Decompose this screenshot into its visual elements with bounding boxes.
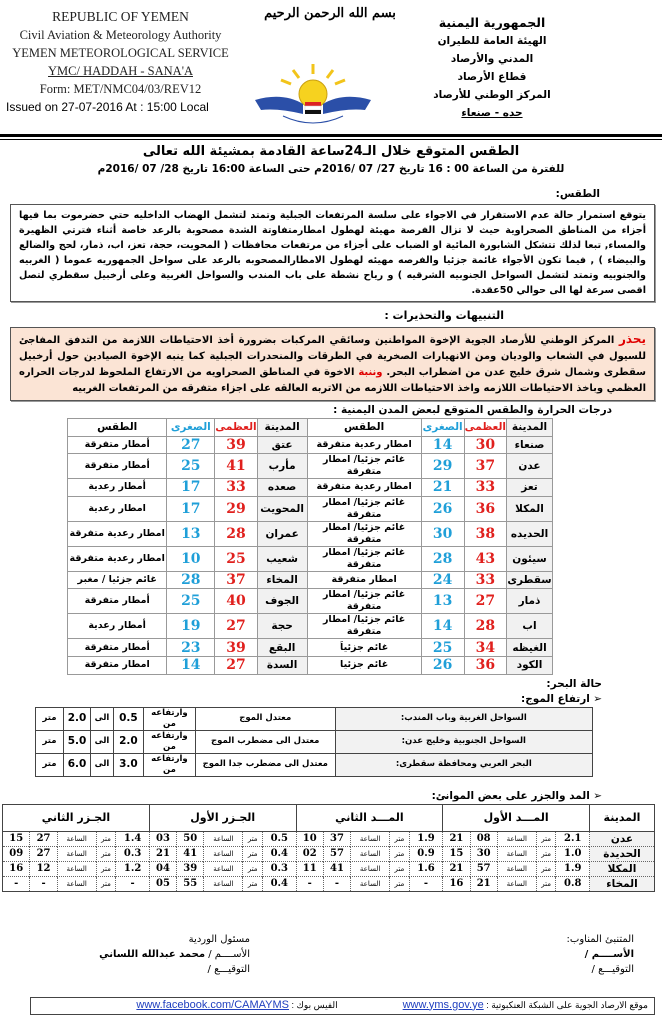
table-row bbox=[68, 589, 553, 614]
republic-ar: الجمهورية اليمنية bbox=[438, 15, 546, 30]
unit-label: متر bbox=[243, 846, 263, 861]
max-temp: 28 bbox=[215, 521, 257, 546]
tide-minute: 39 bbox=[177, 861, 204, 876]
max-temp: 41 bbox=[215, 454, 257, 479]
sea-label: حالة البحر: bbox=[546, 677, 602, 690]
weather-desc: أمطار رعدية bbox=[68, 479, 167, 497]
max-temp: 34 bbox=[464, 639, 506, 657]
tide-minute: 37 bbox=[323, 831, 350, 846]
weather-desc: غائم جزئيا/ امطار متفرقة bbox=[307, 454, 421, 479]
tide-hour: 11 bbox=[296, 861, 323, 876]
min-temp: 29 bbox=[421, 454, 464, 479]
hour-label: الساعة bbox=[351, 846, 390, 861]
min-temp: 26 bbox=[421, 496, 464, 521]
min-temp: 26 bbox=[421, 656, 464, 674]
weather-desc: امطار رعدية bbox=[68, 496, 167, 521]
wave-min: 3.0 bbox=[113, 753, 143, 776]
city-name: عمران bbox=[257, 521, 307, 546]
min-temp: 23 bbox=[167, 639, 215, 657]
hour-label: الساعة bbox=[57, 876, 96, 891]
forecaster-title: المتنبئ المناوب: bbox=[566, 933, 634, 945]
tide-hour: 09 bbox=[3, 846, 30, 861]
unit-label: متر bbox=[243, 831, 263, 846]
tide-height: 0.4 bbox=[263, 846, 297, 861]
tide-height: 0.9 bbox=[409, 846, 443, 861]
weather-desc: غائم جزئيا / مغبر bbox=[68, 571, 167, 589]
header-min: الصغرى bbox=[421, 419, 464, 437]
tide-minute: 27 bbox=[30, 846, 57, 861]
header-max: العظمى bbox=[215, 419, 257, 437]
table-row bbox=[36, 753, 593, 776]
header-english bbox=[8, 8, 233, 98]
city-name: شعيب bbox=[257, 546, 307, 571]
header-tide-group: الجـزر الثاني bbox=[3, 804, 150, 831]
facebook-label: الفيس بوك : bbox=[289, 999, 338, 1010]
wave-max: 5.0 bbox=[64, 730, 91, 753]
max-temp: 33 bbox=[215, 479, 257, 497]
waves-label-text: ارتفاع الموج: bbox=[521, 692, 590, 705]
unit-label: متر bbox=[243, 876, 263, 891]
forecaster-block bbox=[384, 932, 634, 977]
max-temp: 25 bbox=[215, 546, 257, 571]
wave-max: 6.0 bbox=[64, 753, 91, 776]
tide-minute: 21 bbox=[470, 876, 497, 891]
unit-label: متر bbox=[243, 861, 263, 876]
tide-height: 1.9 bbox=[556, 861, 590, 876]
tide-height: 0.5 bbox=[263, 831, 297, 846]
city-name: حجة bbox=[257, 614, 307, 639]
tide-height: 1.9 bbox=[409, 831, 443, 846]
max-temp: 27 bbox=[464, 589, 506, 614]
table-row bbox=[3, 861, 655, 876]
tide-hour: 03 bbox=[149, 831, 176, 846]
header-divider bbox=[0, 134, 662, 137]
wave-max: 2.0 bbox=[64, 707, 91, 730]
supervisor-title: مسئول الوردية bbox=[188, 933, 250, 945]
hour-label: الساعة bbox=[57, 861, 96, 876]
tide-height: - bbox=[409, 876, 443, 891]
tide-hour: 15 bbox=[3, 831, 30, 846]
tide-hour: 05 bbox=[149, 876, 176, 891]
forecast-period: للفترة من الساعة 00 : 16 تاريخ 27/ 07 /2016م حتى الساعة 16:00 تاريخ 28/ 07 /2016م bbox=[97, 163, 565, 175]
table-row bbox=[36, 707, 593, 730]
tide-hour: - bbox=[296, 876, 323, 891]
warnings-label: التنبيهات والتحذيرات : bbox=[384, 309, 504, 322]
city-name: الحديده bbox=[507, 521, 553, 546]
table-row bbox=[68, 454, 553, 479]
max-temp: 39 bbox=[215, 436, 257, 454]
city-name: سقطرى bbox=[507, 571, 553, 589]
signatures-row bbox=[0, 932, 662, 977]
bullet-arrow-icon: ➢ bbox=[589, 789, 602, 802]
wave-state: معتدل الى مضطرب جدا الموج bbox=[195, 753, 335, 776]
max-temp: 39 bbox=[215, 639, 257, 657]
min-temp: 13 bbox=[421, 589, 464, 614]
tide-minute: - bbox=[323, 876, 350, 891]
city-name: البقع bbox=[257, 639, 307, 657]
tide-height: 0.3 bbox=[263, 861, 297, 876]
website-link[interactable]: www.yms.gov.ye bbox=[402, 998, 484, 1011]
table-row bbox=[36, 730, 593, 753]
location-ar: حده - صنعاء bbox=[461, 107, 523, 119]
city-name: صعده bbox=[257, 479, 307, 497]
weather-desc: غائم جزئيا/ امطار متفرقة bbox=[307, 614, 421, 639]
hour-label: الساعة bbox=[204, 846, 243, 861]
table-row bbox=[68, 436, 553, 454]
table-row bbox=[3, 846, 655, 861]
table-row bbox=[3, 876, 655, 891]
city-name: المكلا bbox=[507, 496, 553, 521]
unit-label: متر bbox=[96, 861, 116, 876]
unit-label: متر bbox=[390, 846, 410, 861]
to-label: الى bbox=[90, 753, 113, 776]
forecast-label: الطقس: bbox=[555, 188, 600, 200]
table-row bbox=[68, 521, 553, 546]
min-temp: 25 bbox=[167, 589, 215, 614]
warning-lead: يحذر bbox=[619, 332, 646, 346]
city-name: المخاء bbox=[590, 876, 655, 891]
unit-label: متر bbox=[536, 861, 556, 876]
hour-label: الساعة bbox=[497, 876, 536, 891]
hour-label: الساعة bbox=[497, 846, 536, 861]
form-number: Form: MET/NMC04/03/REV12 bbox=[39, 82, 202, 96]
issued-line: Issued on 27-07-2016 At : 15:00 Local bbox=[6, 100, 209, 114]
weather-desc: امطار رعدية متفرقة bbox=[307, 436, 421, 454]
hour-label: الساعة bbox=[204, 861, 243, 876]
forecaster-signature: التوقيـــع / bbox=[591, 963, 634, 975]
tide-hour: 02 bbox=[296, 846, 323, 861]
warning-text-1: المركز الوطني للأرصاد الجوية الإخوة المواطنين وسائقي المركبات بضرورة أخذ الاحتياطات اللازمة من التدفق المفاجئ للسيول في الشعاب والوديان ومن الانهيارات الصخرية في الطرقات والمنحدرات الجبلية كما ينبه الإخوة الصيادين حول أرخبيل سقطرى وشمال شرق خليج عدن من اضطراب البحر. bbox=[19, 335, 646, 378]
hour-label: الساعة bbox=[351, 861, 390, 876]
supervisor-name: محمد عبدالله اللساني bbox=[99, 948, 206, 960]
temperature-table bbox=[67, 418, 553, 675]
hour-label: الساعة bbox=[57, 831, 96, 846]
tide-minute: - bbox=[30, 876, 57, 891]
tide-minute: 12 bbox=[30, 861, 57, 876]
tides-table bbox=[2, 804, 655, 892]
city-name: الغيظه bbox=[507, 639, 553, 657]
header-tide-group: الجـزر الأول bbox=[149, 804, 296, 831]
max-temp: 27 bbox=[215, 656, 257, 674]
wave-state: معتدل الى مضطرب الموج bbox=[195, 730, 335, 753]
min-temp: 25 bbox=[421, 639, 464, 657]
unit-label: متر bbox=[36, 707, 64, 730]
weather-desc: أمطار متفرقة bbox=[68, 436, 167, 454]
document-body bbox=[0, 143, 662, 1015]
authority-logo bbox=[253, 62, 373, 130]
tide-hour: 21 bbox=[443, 831, 470, 846]
center-ar: المركز الوطني للأرصاد bbox=[433, 89, 551, 101]
weather-desc: غائم جزئياَ bbox=[307, 639, 421, 657]
city-name: سيئون bbox=[507, 546, 553, 571]
wave-min: 0.5 bbox=[113, 707, 143, 730]
header-city: المدينة bbox=[590, 804, 655, 831]
republic-en: REPUBLIC OF YEMEN bbox=[52, 9, 189, 24]
city-name: مأرب bbox=[257, 454, 307, 479]
header-weather: الطقس bbox=[307, 419, 421, 437]
min-temp: 24 bbox=[421, 571, 464, 589]
unit-label: متر bbox=[536, 876, 556, 891]
bullet-arrow-icon: ➢ bbox=[589, 692, 602, 705]
city-name: تعز bbox=[507, 479, 553, 497]
max-temp: 33 bbox=[464, 479, 506, 497]
city-name: ذمار bbox=[507, 589, 553, 614]
tide-height: 0.3 bbox=[116, 846, 150, 861]
tide-height: 2.1 bbox=[556, 831, 590, 846]
tide-hour: 16 bbox=[443, 876, 470, 891]
tide-minute: 30 bbox=[470, 846, 497, 861]
unit-label: متر bbox=[536, 831, 556, 846]
tide-minute: 55 bbox=[177, 876, 204, 891]
min-temp: 27 bbox=[167, 436, 215, 454]
min-temp: 19 bbox=[167, 614, 215, 639]
hour-label: الساعة bbox=[351, 876, 390, 891]
supervisor-signature: التوقيـــع / bbox=[207, 963, 250, 975]
city-name: الحديدة bbox=[590, 846, 655, 861]
hour-label: الساعة bbox=[57, 846, 96, 861]
max-temp: 37 bbox=[464, 454, 506, 479]
tide-height: 1.6 bbox=[409, 861, 443, 876]
tide-hour: 10 bbox=[296, 831, 323, 846]
header-city: المدينة bbox=[257, 419, 307, 437]
wave-region: البحر العربي ومحافظة سقطرى: bbox=[335, 753, 592, 776]
warning-lead-2: وننبة bbox=[358, 367, 383, 378]
to-label: الى bbox=[90, 730, 113, 753]
forecaster-name: الأســــم / bbox=[584, 948, 634, 960]
forecast-text-box: يتوقع استمرار حالة عدم الاستقرار في الاجواء على سلسة المرتفعات الجبلية وتمتد لتشمل الهضاب الداخليه حتي حضرموت بما فيها أجزاء من المناطق الصحراوية حيث لا تزال الفرصة مهيئة لهطول امطارمتفاوتة الشدة مصحوبة بالرعد خاصة أثناء فترتي الظهيرة والمساء, تبعا لذلك تتشكل الشابورة المائية او الضباب على أجزاء من مرتفعات محافظات ( المحويت، حجة، تعز، اب، ذمار، لحج والضالع والبيضاء ) , فيما تكون الأجواء غائمة جزئيا والفرصه مهيئه لهطول الامطارالمصحوبه بالرعد على سواحل الجمهوريه عموما ( الغربيه والجنوبيه وتمتد لتشمل السواحل الجنوبيه الشرقيه ) و رياح نشطة على باب المندب والسواحل الغربية وعلى أرخبيل سقطري لتصل اقصى سرعة لها الى حوالي 50عقدة. bbox=[10, 204, 655, 302]
city-name: الكود bbox=[507, 656, 553, 674]
min-temp: 28 bbox=[167, 571, 215, 589]
weather-desc: غائم جزئيا/ امطار متفرقة bbox=[307, 546, 421, 571]
max-temp: 29 bbox=[215, 496, 257, 521]
waves-table bbox=[35, 707, 593, 777]
hour-label: الساعة bbox=[204, 831, 243, 846]
tide-hour: 16 bbox=[3, 861, 30, 876]
city-name: عتق bbox=[257, 436, 307, 454]
tide-hour: 21 bbox=[443, 861, 470, 876]
header-city: المدينة bbox=[507, 419, 553, 437]
weather-desc: غائم جزئيا bbox=[307, 656, 421, 674]
city-name: اب bbox=[507, 614, 553, 639]
min-temp: 17 bbox=[167, 479, 215, 497]
website-label: موقع الارصاد الجوية على الشبكة العنكبوتية : bbox=[483, 999, 648, 1010]
weather-desc: امطار رعدية متفرقة bbox=[307, 479, 421, 497]
weather-desc: أمطار متفرقة bbox=[68, 589, 167, 614]
tides-label bbox=[0, 789, 662, 804]
min-temp: 10 bbox=[167, 546, 215, 571]
header-divider-thin bbox=[0, 139, 662, 140]
unit-label: متر bbox=[390, 831, 410, 846]
table-row bbox=[3, 831, 655, 846]
weather-desc: امطار متفرقة bbox=[68, 656, 167, 674]
max-temp: 27 bbox=[215, 614, 257, 639]
table-row bbox=[68, 656, 553, 674]
min-temp: 14 bbox=[167, 656, 215, 674]
temps-label: درجات الحرارة والطقس المتوقع لبعض المدن اليمنية : bbox=[333, 404, 612, 416]
tide-minute: 27 bbox=[30, 831, 57, 846]
max-temp: 28 bbox=[464, 614, 506, 639]
max-temp: 33 bbox=[464, 571, 506, 589]
max-temp: 40 bbox=[215, 589, 257, 614]
hour-label: الساعة bbox=[204, 876, 243, 891]
min-temp: 21 bbox=[421, 479, 464, 497]
weather-desc: امطار رعدية متفرقة bbox=[68, 546, 167, 571]
table-row bbox=[68, 546, 553, 571]
weather-desc: أمطار رعدية bbox=[68, 614, 167, 639]
tide-minute: 57 bbox=[323, 846, 350, 861]
facebook-link[interactable]: www.facebook.com/CAMAYMS bbox=[136, 998, 290, 1011]
table-header-row bbox=[68, 419, 553, 437]
unit-label: متر bbox=[536, 846, 556, 861]
service-en: YEMEN METEOROLOGICAL SERVICE bbox=[12, 46, 229, 60]
supervisor-block bbox=[50, 932, 250, 977]
unit-label: متر bbox=[390, 861, 410, 876]
page-title: الطقس المتوقع خلال الـ24ساعة القادمة بمشيئة الله تعالى bbox=[142, 144, 520, 159]
wave-region: السواحل الغربية وباب المندب: bbox=[335, 707, 592, 730]
unit-label: متر bbox=[96, 846, 116, 861]
unit-label: متر bbox=[96, 831, 116, 846]
tide-height: 1.4 bbox=[116, 831, 150, 846]
tide-height: 1.0 bbox=[556, 846, 590, 861]
max-temp: 43 bbox=[464, 546, 506, 571]
unit-label: متر bbox=[96, 876, 116, 891]
weather-desc: أمطار متفرقة bbox=[68, 454, 167, 479]
table-row bbox=[68, 639, 553, 657]
tide-minute: 57 bbox=[470, 861, 497, 876]
authority-en: Civil Aviation & Meteorology Authority bbox=[19, 28, 222, 42]
max-temp: 38 bbox=[464, 521, 506, 546]
unit-label: متر bbox=[36, 753, 64, 776]
table-header-row bbox=[3, 804, 655, 831]
min-temp: 14 bbox=[421, 436, 464, 454]
to-label: الى bbox=[90, 707, 113, 730]
table-row bbox=[68, 496, 553, 521]
city-name: الجوف bbox=[257, 589, 307, 614]
waves-label bbox=[0, 692, 662, 707]
min-temp: 14 bbox=[421, 614, 464, 639]
center-en: YMC/ HADDAH - SANA'A bbox=[48, 64, 193, 78]
city-name: المكلا bbox=[590, 861, 655, 876]
bismillah-calligraphy: بسم الله الرحمن الرحيم bbox=[264, 6, 396, 21]
tide-hour: 15 bbox=[443, 846, 470, 861]
sector-ar: قطاع الأرصاد bbox=[457, 71, 527, 83]
table-row bbox=[68, 479, 553, 497]
tide-hour: 21 bbox=[149, 846, 176, 861]
max-temp: 30 bbox=[464, 436, 506, 454]
wave-state: معتدل الموج bbox=[195, 707, 335, 730]
table-row bbox=[68, 614, 553, 639]
from-label: وارتفاعه من bbox=[143, 730, 195, 753]
tide-hour: - bbox=[3, 876, 30, 891]
tide-minute: 41 bbox=[323, 861, 350, 876]
city-name: صنعاء bbox=[507, 436, 553, 454]
header-tide-group: المـــد الأول bbox=[443, 804, 590, 831]
min-temp: 17 bbox=[167, 496, 215, 521]
authority-ar: الهيئة العامة للطيران المدني والأرصاد bbox=[437, 35, 547, 65]
hour-label: الساعة bbox=[351, 831, 390, 846]
max-temp: 36 bbox=[464, 656, 506, 674]
max-temp: 37 bbox=[215, 571, 257, 589]
min-temp: 25 bbox=[167, 454, 215, 479]
city-name: المحويت bbox=[257, 496, 307, 521]
tide-height: 0.8 bbox=[556, 876, 590, 891]
header-arabic bbox=[422, 14, 562, 122]
max-temp: 36 bbox=[464, 496, 506, 521]
wave-min: 2.0 bbox=[113, 730, 143, 753]
weather-desc: غائم جزئيا/ امطار متفرقة bbox=[307, 589, 421, 614]
footer-links bbox=[30, 997, 655, 1015]
weather-desc: أمطار متفرقة bbox=[68, 639, 167, 657]
tides-label-text: المد والجزر على بعض الموانئ: bbox=[431, 789, 590, 802]
header-weather: الطقس bbox=[68, 419, 167, 437]
weather-desc: امطار متفرقة bbox=[307, 571, 421, 589]
hour-label: الساعة bbox=[497, 831, 536, 846]
min-temp: 13 bbox=[167, 521, 215, 546]
table-row bbox=[68, 571, 553, 589]
weather-desc: امطار رعدية متفرقة bbox=[68, 521, 167, 546]
weather-desc: غائم جزئيا/ امطار متفرقة bbox=[307, 496, 421, 521]
city-name: عدن bbox=[507, 454, 553, 479]
tide-height: 1.2 bbox=[116, 861, 150, 876]
city-name: السدة bbox=[257, 656, 307, 674]
header-min: الصغرى bbox=[167, 419, 215, 437]
unit-label: متر bbox=[36, 730, 64, 753]
tide-minute: 08 bbox=[470, 831, 497, 846]
tide-hour: 04 bbox=[149, 861, 176, 876]
warning-text-2: الاخوة في المناطق الصحراويه من الارتفاع الملحوظ لدرجات الحراره العظمي وباخذ الاحتياطات اللازمه واخذ الاحتياطات اللازمه من الاتربه العالقه على اجزاء متفرقه من المرتفعات الغربيه bbox=[19, 367, 646, 394]
weather-desc: غائم جزئيا/ امطار متفرقة bbox=[307, 521, 421, 546]
tide-height: 0.4 bbox=[263, 876, 297, 891]
tide-minute: 50 bbox=[177, 831, 204, 846]
header-tide-group: المـــد الثاني bbox=[296, 804, 443, 831]
min-temp: 30 bbox=[421, 521, 464, 546]
tide-height: - bbox=[116, 876, 150, 891]
min-temp: 28 bbox=[421, 546, 464, 571]
from-label: وارتفاعه من bbox=[143, 753, 195, 776]
header-max: العظمى bbox=[464, 419, 506, 437]
from-label: وارتفاعه من bbox=[143, 707, 195, 730]
city-name: عدن bbox=[590, 831, 655, 846]
city-name: المخاء bbox=[257, 571, 307, 589]
supervisor-name-label: الأســــم / bbox=[205, 948, 250, 960]
hour-label: الساعة bbox=[497, 861, 536, 876]
unit-label: متر bbox=[390, 876, 410, 891]
tide-minute: 41 bbox=[177, 846, 204, 861]
warnings-box bbox=[10, 327, 655, 401]
wave-region: السواحل الجنوبية وخليج عدن: bbox=[335, 730, 592, 753]
